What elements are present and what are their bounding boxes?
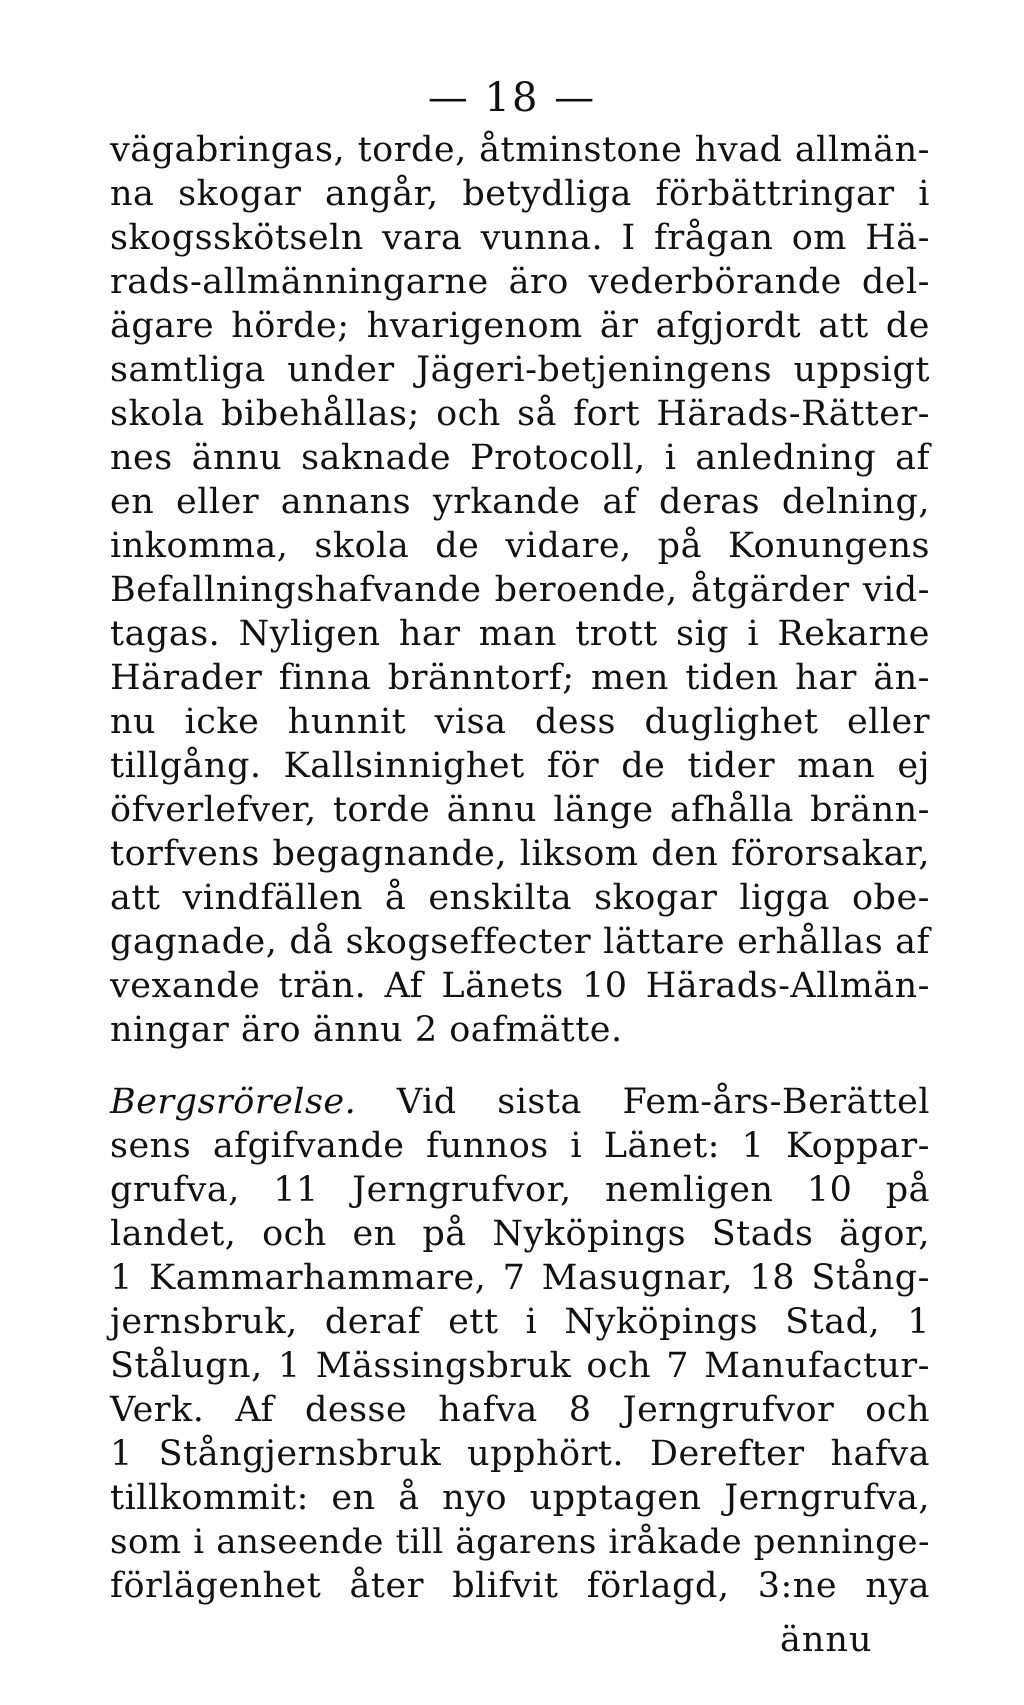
text-line: gagnade, då skogseffecter lättare erhållas af [110, 922, 930, 962]
text-line: inkomma, skola de vidare, på Konungens [110, 526, 930, 566]
page-number: — 18 — [427, 75, 597, 121]
text-line: skogsskötseln vara vunna. I frågan om Hä‑ [110, 218, 930, 258]
text-line: Stålugn, 1 Mässingsbruk och 7 Manufactur‑ [110, 1346, 930, 1386]
text-line: tagas. Nyligen har man trott sig i Rekarne [110, 614, 930, 654]
text-fragment: Vid sista Fem-års-Berättel [396, 1082, 930, 1122]
text-line: förlägenhet åter blifvit förlagd, 3:ne nya [110, 1566, 930, 1606]
text-line: 1 Stångjernsbruk upphört. Derefter hafva [110, 1434, 930, 1474]
text-line: som i anseende till ägarens iråkade penninge‑ [110, 1522, 930, 1562]
text-line: Härader finna bränntorf; men tiden har än‑ [110, 658, 930, 698]
text-line: vägabringas, torde, åtminstone hvad allmän‑ [110, 130, 930, 170]
text-line: skola bibehållas; och så fort Härads-Rätter‑ [110, 394, 930, 434]
catchword: ännu [780, 1620, 873, 1660]
text-line: na skogar angår, betydliga förbättringar i [110, 174, 930, 214]
text-line: torfvens begagnande, liksom den förorsakar, [110, 834, 930, 874]
text-line: Verk. Af desse hafva 8 Jerngrufvor och [110, 1390, 930, 1430]
text-line: 1 Kammarhammare, 7 Masugnar, 18 Stång‑ [110, 1258, 930, 1298]
section-rubric: Bergsrörelse. [110, 1082, 357, 1122]
text-line: samtliga under Jägeri-betjeningens uppsigt [110, 350, 930, 390]
text-line: nu icke hunnit visa dess duglighet eller [110, 702, 930, 742]
text-line: att vindfällen å enskilta skogar ligga obe‑ [110, 878, 930, 918]
text-line: en eller annans yrkande af deras delning, [110, 482, 930, 522]
text-line: grufva, 11 Jerngrufvor, nemligen 10 på [110, 1170, 930, 1210]
text-line: vexande trän. Af Länets 10 Härads-Allmän‑ [110, 966, 930, 1006]
text-line: nes ännu saknade Protocoll, i anledning af [110, 438, 930, 478]
text-line-with-rubric [110, 1080, 930, 1124]
text-line: jernsbruk, deraf ett i Nyköpings Stad, 1 [110, 1302, 930, 1342]
text-line: landet, och en på Nyköpings Stads ägor, [110, 1214, 930, 1254]
text-line: ningar äro ännu 2 oafmätte. [110, 1010, 623, 1050]
text-line: sens afgifvande funnos i Länet: 1 Koppar‑ [110, 1126, 930, 1166]
text-line: Befallningshafvande beroende, åtgärder vid‑ [110, 570, 930, 610]
text-line: tillkommit: en å nyo upptagen Jerngrufva, [110, 1478, 930, 1518]
text-line: ägare hörde; hvarigenom är afgjordt att de [110, 306, 930, 346]
text-line: rads-allmänningarne äro vederbörande del‑ [110, 262, 930, 302]
text-line: tillgång. Kallsinnighet för de tider man ej [110, 746, 930, 786]
text-line: öfverlefver, torde ännu länge afhålla bränn‑ [110, 790, 930, 830]
